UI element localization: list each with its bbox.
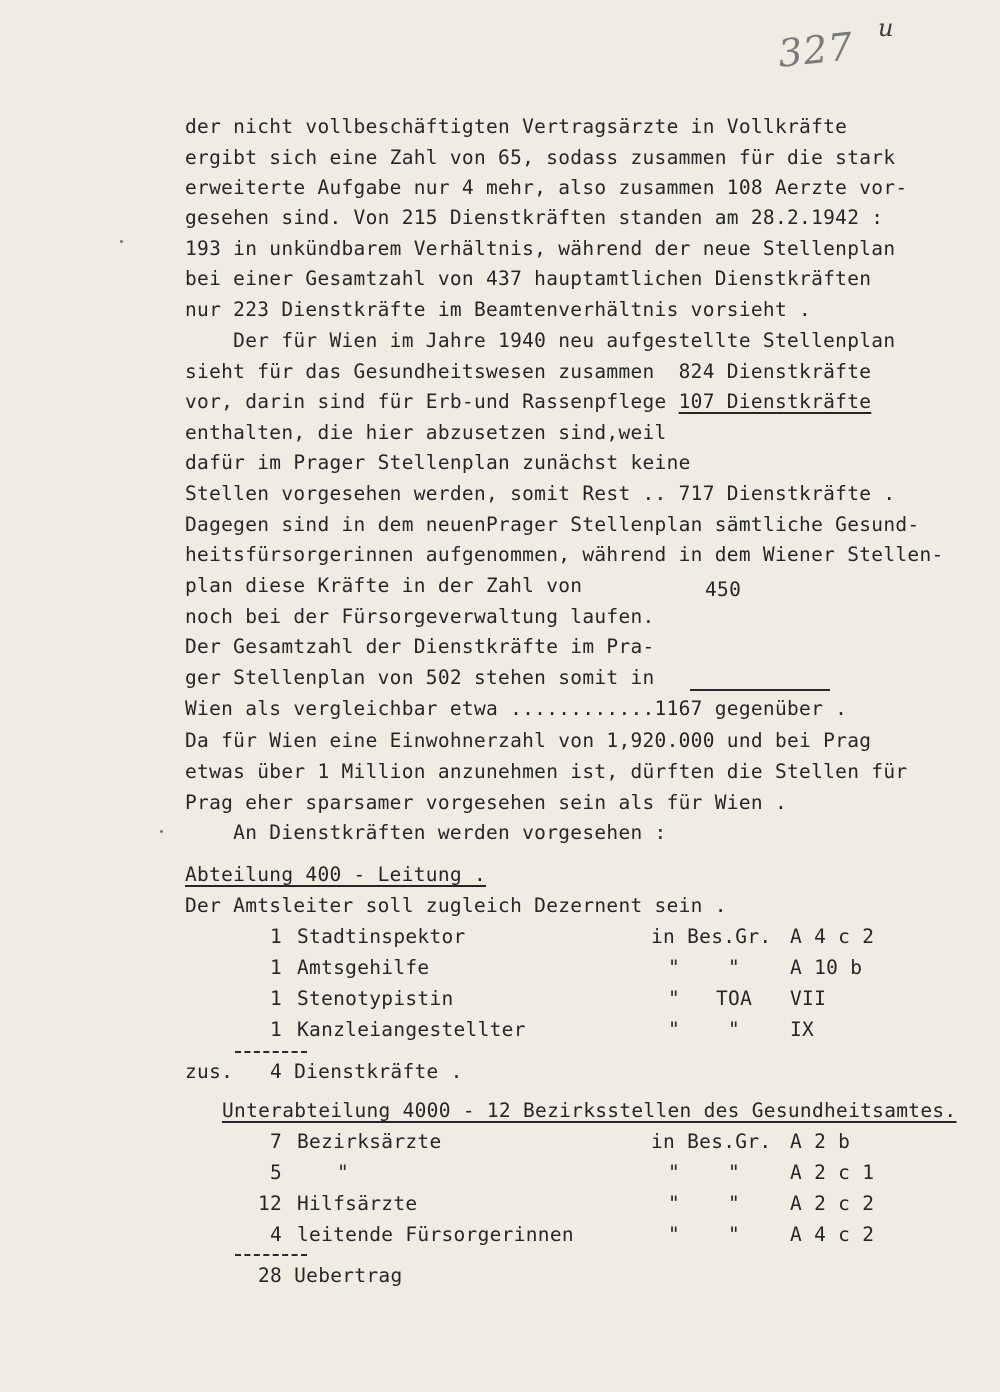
text-line: Wien als vergleichbar etwa ............1167 gegenüber . <box>185 697 848 720</box>
table-row-col1: in Bes.Gr. <box>651 1130 772 1153</box>
text-segment: vor, darin sind für Erb-und Rassenpflege <box>185 390 679 413</box>
table-row-col2: " <box>728 1018 741 1041</box>
table-row-grade: IX <box>790 1018 815 1041</box>
underlined-count: 107 Dienstkräfte <box>678 390 872 413</box>
text-line: 193 in unkündbarem Verhältnis, während der neue Stellenplan <box>185 237 896 260</box>
table-row-col1: " <box>668 1223 681 1246</box>
paper-speck <box>160 830 163 833</box>
table-row-col2: TOA <box>716 987 753 1010</box>
text-line <box>185 387 871 417</box>
table-row-grade: A 2 b <box>790 1130 851 1153</box>
table-row-col1: " <box>668 987 681 1010</box>
table-row-grade: A 2 c 1 <box>790 1161 875 1184</box>
sum-rule <box>235 1051 307 1053</box>
text-line: Der Gesamtzahl der Dienstkräfte im Pra- <box>185 635 655 658</box>
table-row-col1: " <box>668 1192 681 1215</box>
section-heading: Abteilung 400 - Leitung . <box>185 863 486 886</box>
text-line: Da für Wien eine Einwohnerzahl von 1,920.000 und bei Prag <box>185 729 872 752</box>
table-row-count: 1 <box>270 956 283 979</box>
table-row-col2: " <box>728 1223 741 1246</box>
table-row-title: Stadtinspektor <box>297 925 466 948</box>
table-row-title: Kanzleiangestellter <box>297 1018 526 1041</box>
text-line: etwas über 1 Million anzunehmen ist, dürften die Stellen für <box>185 760 908 783</box>
table-row-count: 7 <box>270 1130 283 1153</box>
text-line: Prag eher sparsamer vorgesehen sein als für Wien . <box>185 791 787 814</box>
table-row-count: 5 <box>270 1161 283 1184</box>
table-row-title: leitende Fürsorgerinnen <box>297 1223 574 1246</box>
count-450: 450 <box>705 578 742 601</box>
table-row-count: 1 <box>270 925 283 948</box>
carry-line: 28 Uebertrag <box>258 1264 403 1287</box>
text-line: ger Stellenplan von 502 stehen somit in <box>185 666 655 689</box>
text-line: plan diese Kräfte in der Zahl von <box>185 574 583 597</box>
table-row-col2: " <box>728 956 741 979</box>
text-line: heitsfürsorgerinnen aufgenommen, während in dem Wiener Stellen- <box>185 543 944 566</box>
table-row-title: Amtsgehilfe <box>297 956 430 979</box>
table-row-count: 1 <box>270 987 283 1010</box>
text-line: Dagegen sind in dem neuenPrager Stellenplan sämtliche Gesund- <box>185 513 920 536</box>
text-line: gesehen sind. Von 215 Dienstkräften standen am 28.2.1942 : <box>185 206 884 229</box>
text-line: Der Amtsleiter soll zugleich Dezernent sein . <box>185 894 727 917</box>
text-line: Stellen vorgesehen werden, somit Rest .. 717 Dienstkräfte . <box>185 482 896 505</box>
text-line: enthalten, die hier abzusetzen sind,weil <box>185 421 667 444</box>
table-row-count: 1 <box>270 1018 283 1041</box>
table-row-title: " <box>337 1161 350 1184</box>
text-line: sieht für das Gesundheitswesen zusammen 824 Dienstkräfte <box>185 360 872 383</box>
text-line: nur 223 Dienstkräfte im Beamtenverhältnis vorsieht . <box>185 298 812 321</box>
handwritten-page-number: 327 <box>775 24 856 76</box>
text-line: der nicht vollbeschäftigten Vertragsärzte in Vollkräfte <box>185 115 848 138</box>
text-line: erweiterte Aufgabe nur 4 mehr, also zusammen 108 Aerzte vor- <box>185 176 908 199</box>
paper-speck <box>120 240 123 243</box>
total-prefix: zus. <box>185 1060 234 1083</box>
text-line: An Dienstkräften werden vorgesehen : <box>185 821 667 844</box>
table-row-grade: VII <box>790 987 827 1010</box>
table-row-count: 4 <box>270 1223 283 1246</box>
table-row-title: Hilfsärzte <box>297 1192 418 1215</box>
table-row-col2: " <box>728 1161 741 1184</box>
handwritten-corner-mark: u <box>878 14 894 42</box>
text-line: dafür im Prager Stellenplan zunächst keine <box>185 451 691 474</box>
table-row-grade: A 4 c 2 <box>790 925 875 948</box>
table-row-grade: A 10 b <box>790 956 863 979</box>
table-row-title: Stenotypistin <box>297 987 454 1010</box>
total-line: 4 Dienstkräfte . <box>270 1060 463 1083</box>
text-line: Der für Wien im Jahre 1940 neu aufgestellte Stellenplan <box>185 329 896 352</box>
table-row-col1: " <box>668 956 681 979</box>
table-row-grade: A 2 c 2 <box>790 1192 875 1215</box>
section-heading: Unterabteilung 4000 - 12 Bezirksstellen des Gesundheitsamtes. <box>222 1099 957 1122</box>
text-line: bei einer Gesamtzahl von 437 hauptamtlichen Dienstkräften <box>185 267 872 290</box>
table-row-title: Bezirksärzte <box>297 1130 442 1153</box>
text-line: noch bei der Fürsorgeverwaltung laufen. <box>185 605 655 628</box>
table-row-col1: in Bes.Gr. <box>651 925 772 948</box>
table-row-col1: " <box>668 1018 681 1041</box>
table-row-grade: A 4 c 2 <box>790 1223 875 1246</box>
table-row-col2: " <box>728 1192 741 1215</box>
sum-rule <box>235 1254 307 1256</box>
sum-rule <box>690 689 830 691</box>
text-line: ergibt sich eine Zahl von 65, sodass zusammen für die stark <box>185 146 896 169</box>
table-row-count: 12 <box>258 1192 283 1215</box>
table-row-col1: " <box>668 1161 681 1184</box>
